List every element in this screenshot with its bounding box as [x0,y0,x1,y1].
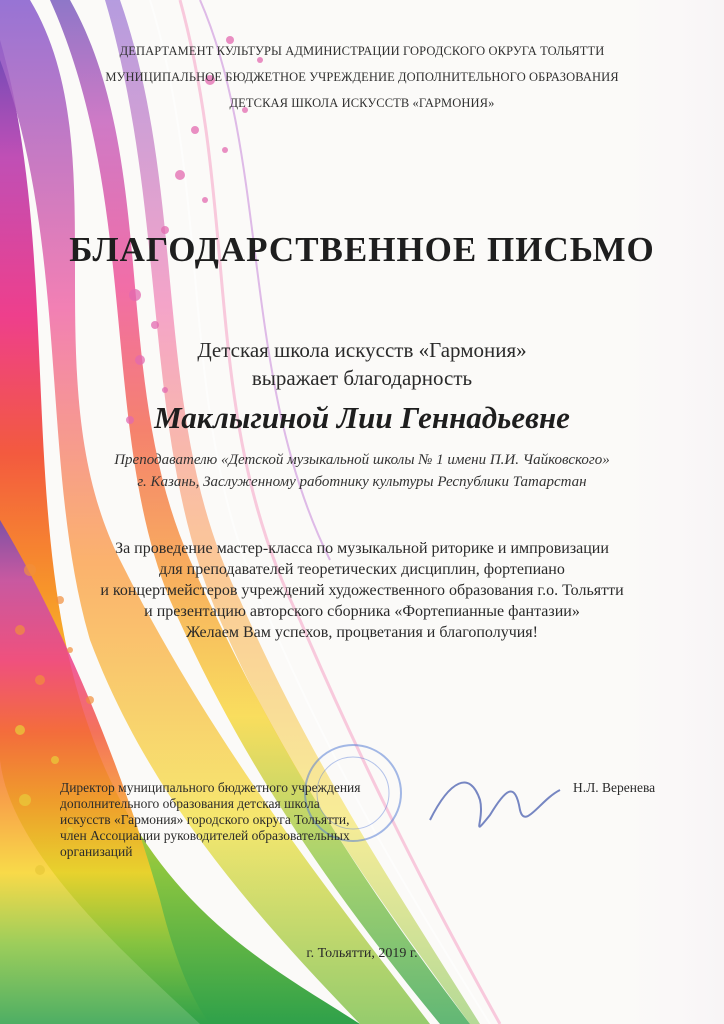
signatory-title-1: Директор муниципального бюджетного учреждения [60,780,361,795]
message-line-4: и презентацию авторского сборника «Фортепианные фантазии» [144,603,580,620]
header-department: ДЕПАРТАМЕНТ КУЛЬТУРЫ АДМИНИСТРАЦИИ ГОРОДСКОГО ОКРУГА ТОЛЬЯТТИ [119,44,605,58]
recipient-position-1: Преподавателю «Детской музыкальной школы № 1 имени П.И. Чайковского» [114,452,610,468]
signatory-name: Н.Л. Веренева [573,780,656,795]
message-line-2: для преподавателей теоретических дисциплин, фортепиано [159,561,565,578]
signatory-title-2: дополнительного образования детская школа [60,796,320,811]
intro-line-2: выражает благодарность [251,366,473,390]
signatory-title-4: член Ассоциации руководителей образовательных [60,828,350,843]
intro-line-1: Детская школа искусств «Гармония» [197,338,527,362]
document-title: БЛАГОДАРСТВЕННОЕ ПИСЬМО [69,230,655,269]
header-institution: МУНИЦИПАЛЬНОЕ БЮДЖЕТНОЕ УЧРЕЖДЕНИЕ ДОПОЛНИТЕЛЬНОГО ОБРАЗОВАНИЯ [105,70,619,84]
message-line-1: За проведение мастер-класса по музыкальной риторике и импровизации [115,540,609,557]
recipient-position-2: г. Казань, Заслуженному работнику культуры Республики Татарстан [137,474,587,490]
signatory-title-5: организаций [60,844,133,859]
footer-place-date: г. Тольятти, 2019 г. [306,946,418,961]
message-line-3: и концертмейстеров учреждений художественного образования г.о. Тольятти [100,582,624,599]
message-line-5: Желаем Вам успехов, процветания и благополучия! [186,624,538,641]
recipient-name: Маклыгиной Лии Геннадьевне [154,400,570,435]
header-school: ДЕТСКАЯ ШКОЛА ИСКУССТВ «ГАРМОНИЯ» [229,96,495,110]
signatory-title-3: искусств «Гармония» городского округа Тольятти, [60,812,350,827]
